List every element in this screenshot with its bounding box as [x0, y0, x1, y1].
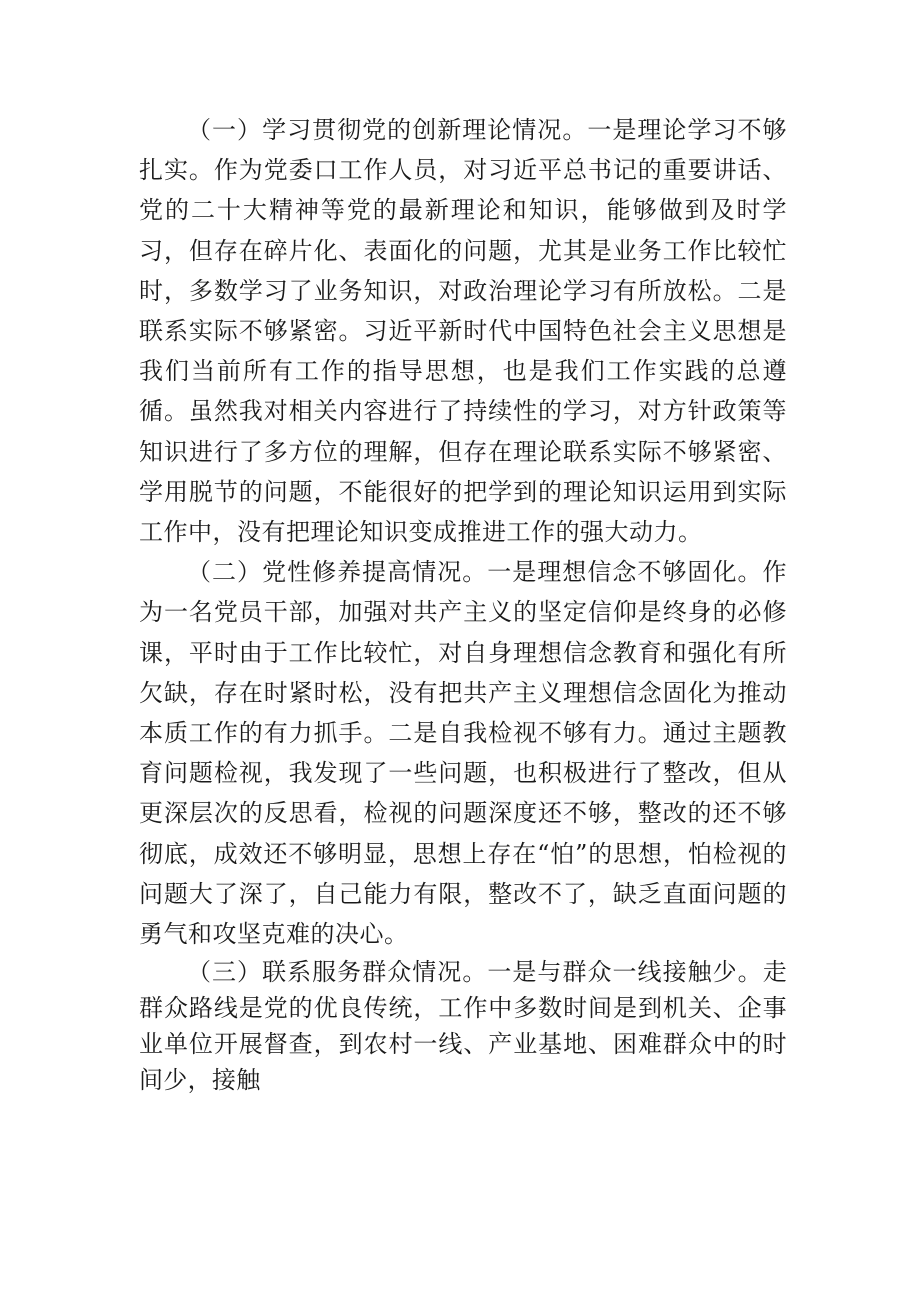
paragraph-section-3: （三）联系服务群众情况。一是与群众一线接触少。走群众路线是党的优良传统，工作中多数时间是到机关、企事业单位开展督查，到农村一线、产业基地、困难群众中的时间少，接触 — [139, 958, 787, 1095]
paragraph-section-2: （二）党性修养提高情况。一是理想信念不够固化。作为一名党员干部，加强对共产主义的坚定信仰是终身的必修课，平时由于工作比较忙，对自身理想信念教育和强化有所欠缺，存在时紧时松，没有把共产主义理想信念固化为推动本质工作的有力抓手。二是自我检视不够有力。通过主题教育问题检视，我发现了一些问题，也积极进行了整改，但从更深层次的反思看，检视的问题深度还不够，整改的还不够彻底，成效还不够明显，思想上存在“怕”的思想，怕检视的问题大了深了，自己能力有限，整改不了，缺乏直面问题的勇气和攻坚克难的决心。 — [139, 558, 787, 949]
document-body — [139, 110, 787, 1098]
paragraph-section-1: （一）学习贯彻党的创新理论情况。一是理论学习不够扎实。作为党委口工作人员，对习近平总书记的重要讲话、党的二十大精神等党的最新理论和知识，能够做到及时学习，但存在碎片化、表面化的问题，尤其是业务工作比较忙时，多数学习了业务知识，对政治理论学习有所放松。二是联系实际不够紧密。习近平新时代中国特色社会主义思想是我们当前所有工作的指导思想，也是我们工作实践的总遵循。虽然我对相关内容进行了持续性的学习，对方针政策等知识进行了多方位的理解，但存在理论联系实际不够紧密、学用脱节的问题，不能很好的把学到的理论知识运用到实际工作中，没有把理论知识变成推进工作的强大动力。 — [139, 116, 787, 547]
